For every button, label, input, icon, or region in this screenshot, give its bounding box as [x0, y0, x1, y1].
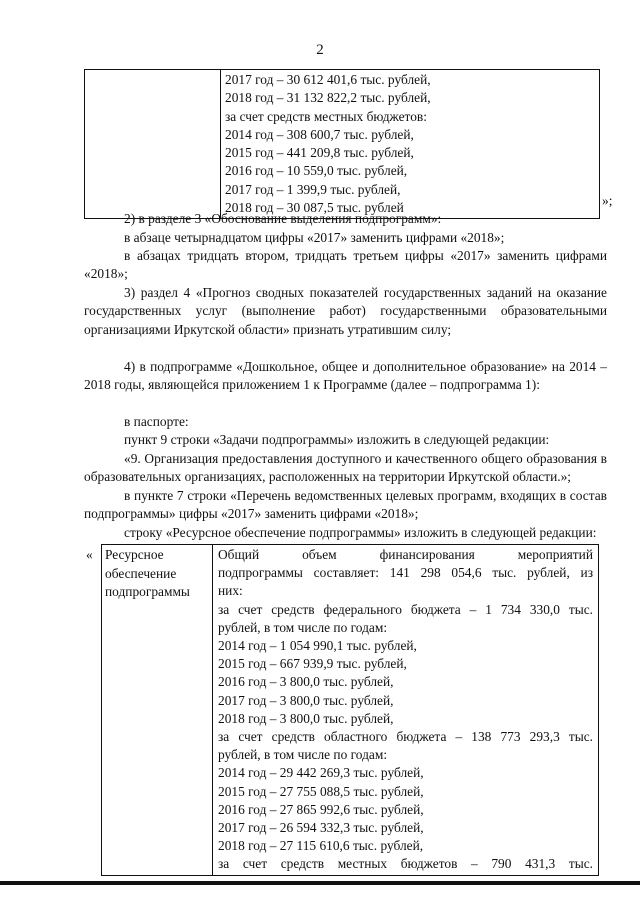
resources-line: за счет средств местных бюджетов – 790 431,3 тыс. [218, 856, 593, 872]
resources-line: 2015 год – 667 939,9 тыс. рублей, [218, 656, 407, 672]
paragraph-subprogram-1: 4) в подпрограмме «Дошкольное, общее и дополнительное образование» на 2014 – 2018 годы, являющейся приложением 1 к Программе (далее – подпрограмма 1): [84, 359, 607, 393]
top-table-line: 2015 год – 441 209,8 тыс. рублей, [225, 145, 414, 161]
resources-label-line: подпрограммы [105, 584, 190, 599]
paragraph-section-3: 2) в разделе 3 «Обоснование выделения подпрограмм»: [124, 211, 442, 226]
top-table-value-cell [221, 70, 600, 219]
top-table-line: 2018 год – 30 087,5 тыс. рублей [225, 200, 404, 216]
resources-label-cell [102, 545, 213, 876]
resources-line: рублей, в том числе по годам: [218, 747, 388, 763]
resources-label-line: обеспечение [105, 565, 177, 581]
top-table-line: 2018 год – 31 132 822,2 тыс. рублей, [225, 90, 431, 106]
opening-quote: « [86, 547, 93, 562]
resources-line: за счет средств областного бюджета – 138 773 293,3 тыс. [218, 729, 593, 745]
top-table-line: 2017 год – 1 399,9 тыс. рублей, [225, 181, 401, 197]
paragraph-para-32-33: в абзацах тридцать втором, тридцать третьем цифры «2017» заменить цифрами «2018»; [84, 248, 607, 282]
resources-line: 2014 год – 1 054 990,1 тыс. рублей, [218, 638, 417, 654]
resources-line: 2016 год – 27 865 992,6 тыс. рублей, [218, 801, 424, 817]
resources-line: Общий объем финансирования мероприятий [218, 547, 593, 562]
top-table-line: 2014 год – 308 600,7 тыс. рублей, [225, 126, 414, 142]
top-table [84, 69, 600, 219]
top-table-label-cell [85, 70, 221, 219]
resources-label-line: Ресурсное [105, 547, 164, 562]
paragraph-item-9-text: «9. Организация предоставления доступного и качественного общего образования в образовательных организациях, расположенных на территории Иркутской области.»; [84, 451, 607, 485]
paragraph-item-9: пункт 9 строки «Задачи подпрограммы» изложить в следующей редакции: [124, 432, 550, 447]
resources-value-cell [213, 545, 599, 876]
paragraph-section-4: 3) раздел 4 «Прогноз сводных показателей государственных заданий на оказание государственных услуг (выполнение работ) государственными образовательными организациями Иркутской области» признать утратившим силу; [84, 285, 607, 337]
resources-table [101, 544, 599, 876]
page-number: 2 [316, 42, 324, 58]
resources-line: 2016 год – 3 800,0 тыс. рублей, [218, 674, 394, 690]
resources-line: 2014 год – 29 442 269,3 тыс. рублей, [218, 765, 424, 781]
top-table-line: за счет средств местных бюджетов: [225, 108, 427, 124]
resources-line: подпрограммы составляет: 141 298 054,6 тыс. рублей, из [218, 565, 593, 581]
top-table-line: 2017 год – 30 612 401,6 тыс. рублей, [225, 72, 431, 87]
closing-quote: »; [602, 193, 613, 208]
resources-line: за счет средств федерального бюджета – 1 734 330,0 тыс. [218, 601, 593, 617]
paragraph-item-7: в пункте 7 строки «Перечень ведомственных целевых программ, входящих в состав подпрограммы» цифры «2017» заменить цифрами «2018»; [84, 488, 607, 522]
resources-line: 2015 год – 27 755 088,5 тыс. рублей, [218, 783, 424, 799]
page-bottom-rule [0, 881, 640, 885]
paragraph-passport: в паспорте: [124, 414, 189, 429]
resources-line: 2017 год – 3 800,0 тыс. рублей, [218, 692, 394, 708]
paragraph-para-14: в абзаце четырнадцатом цифры «2017» заменить цифрами «2018»; [124, 230, 505, 245]
resources-line: 2018 год – 27 115 610,6 тыс. рублей, [218, 838, 424, 854]
top-table-line: 2016 год – 10 559,0 тыс. рублей, [225, 163, 408, 179]
resources-line: рублей, в том числе по годам: [218, 619, 388, 635]
resources-line: 2017 год – 26 594 332,3 тыс. рублей, [218, 820, 424, 836]
paragraph-resources: строку «Ресурсное обеспечение подпрограммы» изложить в следующей редакции: [124, 525, 597, 540]
resources-line: 2018 год – 3 800,0 тыс. рублей, [218, 710, 394, 726]
resources-line: них: [218, 583, 243, 599]
